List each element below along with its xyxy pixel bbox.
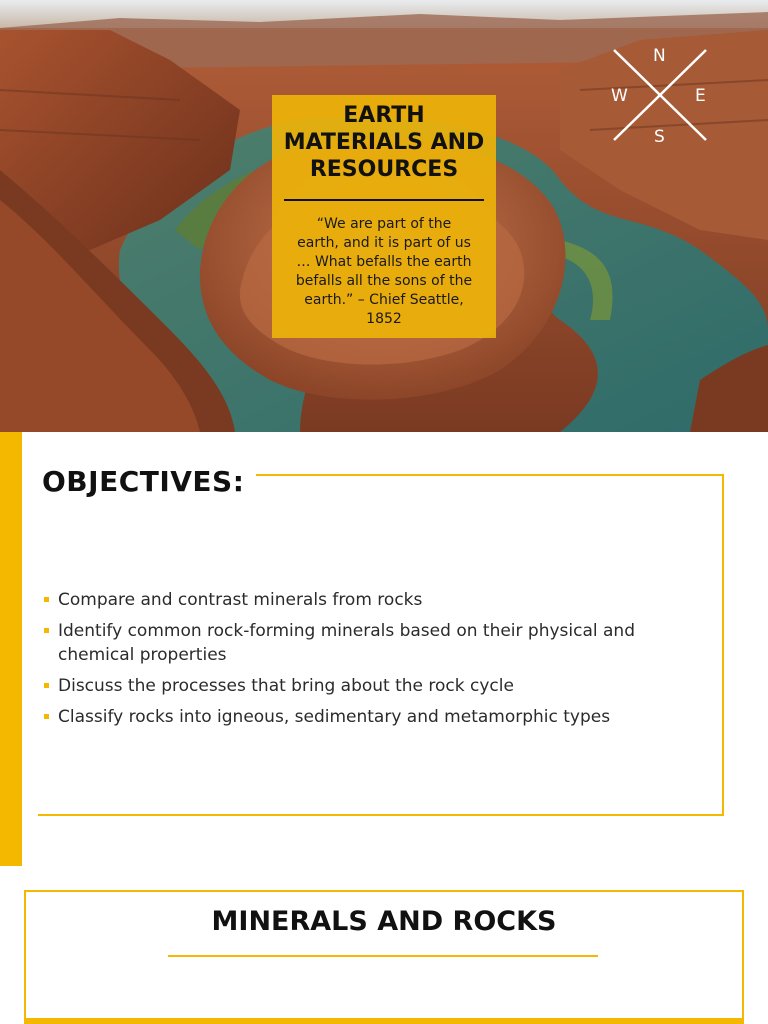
objectives-slide bbox=[0, 432, 768, 866]
bullet-square-icon bbox=[44, 597, 49, 602]
bullet-square-icon bbox=[44, 714, 49, 719]
list-item-text: Compare and contrast minerals from rocks bbox=[58, 590, 423, 610]
list-item-text: Discuss the processes that bring about the rock cycle bbox=[58, 676, 514, 696]
compass-east-label: E bbox=[695, 86, 706, 106]
presentation-title: EARTH MATERIALS AND RESOURCES bbox=[283, 103, 485, 182]
compass-south-label: S bbox=[654, 127, 665, 147]
bullet-square-icon bbox=[44, 628, 49, 633]
list-item bbox=[44, 588, 716, 612]
minerals-slide bbox=[0, 866, 768, 1024]
list-item-text: Identify common rock-forming minerals based on their physical and chemical properties bbox=[58, 621, 635, 665]
objectives-heading: OBJECTIVES: bbox=[30, 462, 256, 502]
list-item-text: Classify rocks into igneous, sedimentary and metamorphic types bbox=[58, 707, 611, 727]
accent-bar bbox=[0, 432, 22, 866]
list-item bbox=[44, 619, 716, 667]
bottom-accent-bar bbox=[24, 1018, 744, 1024]
compass-west-label: W bbox=[611, 86, 628, 106]
title-box bbox=[272, 95, 496, 338]
title-slide bbox=[0, 0, 768, 432]
bullet-square-icon bbox=[44, 683, 49, 688]
chief-seattle-quote: “We are part of the earth, and it is part of us … What befalls the earth befalls all the sons of the earth.” – Chief Seattle, 1852 bbox=[295, 216, 473, 327]
list-item bbox=[44, 674, 716, 698]
minerals-title: MINERALS AND ROCKS bbox=[211, 906, 557, 937]
minerals-title-underline bbox=[168, 955, 598, 957]
compass-north-label: N bbox=[653, 46, 666, 66]
list-item bbox=[44, 705, 716, 729]
compass-rose bbox=[600, 40, 720, 150]
objectives-list bbox=[44, 588, 716, 736]
